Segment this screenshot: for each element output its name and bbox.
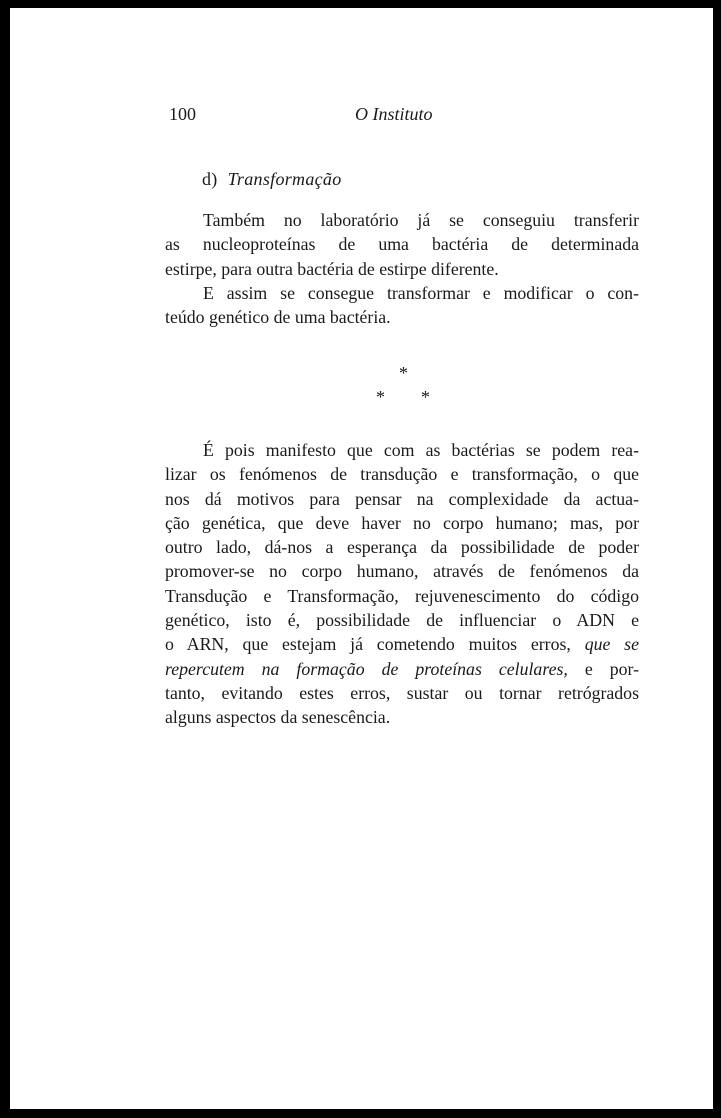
paragraph-line: tanto, evitando estes erros, sustar ou tornar retrógrados bbox=[165, 682, 639, 703]
paragraph-line-mixed bbox=[165, 657, 639, 681]
paragraph-line: outro lado, dá-nos a esperança da possibilidade de poder bbox=[165, 537, 639, 558]
separator-star: * bbox=[421, 387, 430, 407]
paragraph-line: ção genética, que deve haver no corpo humano; mas, por bbox=[165, 512, 639, 533]
paragraph-line-mixed bbox=[165, 632, 639, 656]
paragraph-transformation bbox=[165, 208, 639, 329]
paragraph-line: Transdução e Transformação, rejuvenescimento do código bbox=[165, 585, 639, 606]
paragraph-line: Também no laboratório já se conseguiu transferir bbox=[203, 210, 639, 230]
paragraph-conclusion bbox=[165, 438, 639, 730]
paragraph-line: genético, isto é, possibilidade de influenciar o ADN e bbox=[165, 610, 639, 631]
paragraph-line: E assim se consegue transformar e modificar o con- bbox=[203, 282, 639, 303]
section-marker: d) bbox=[202, 169, 218, 189]
separator-star: * bbox=[399, 363, 408, 383]
paragraph-line: nos dá motivos para pensar na complexidade da actua- bbox=[165, 488, 639, 509]
paragraph-line: lizar os fenómenos de transdução e transformação, o que bbox=[165, 464, 639, 485]
running-title: O Instituto bbox=[355, 104, 433, 124]
book-page bbox=[10, 8, 713, 1109]
paragraph-line: as nucleoproteínas de uma bactéria de determinada bbox=[165, 234, 639, 255]
section-title: Transformação bbox=[227, 169, 342, 189]
line-italic-part: que se bbox=[584, 634, 639, 655]
line-roman-part: o ARN, que estejam já cometendo muitos erros, bbox=[165, 634, 571, 655]
section-heading bbox=[202, 169, 342, 190]
separator-star: * bbox=[376, 387, 385, 407]
paragraph-line: promover-se no corpo humano, através de fenómenos da bbox=[165, 561, 639, 582]
page-number: 100 bbox=[169, 104, 196, 124]
line-roman-part: e por- bbox=[567, 658, 639, 679]
line-italic-part: repercutem na formação de proteínas celulares, bbox=[165, 658, 568, 679]
paragraph-line: alguns aspectos da senescência. bbox=[165, 707, 391, 728]
paragraph-line: É pois manifesto que com as bactérias se podem rea- bbox=[203, 440, 639, 460]
paragraph-line: estirpe, para outra bactéria de estirpe diferente. bbox=[165, 258, 499, 279]
paragraph-line: teúdo genético de uma bactéria. bbox=[165, 307, 391, 328]
